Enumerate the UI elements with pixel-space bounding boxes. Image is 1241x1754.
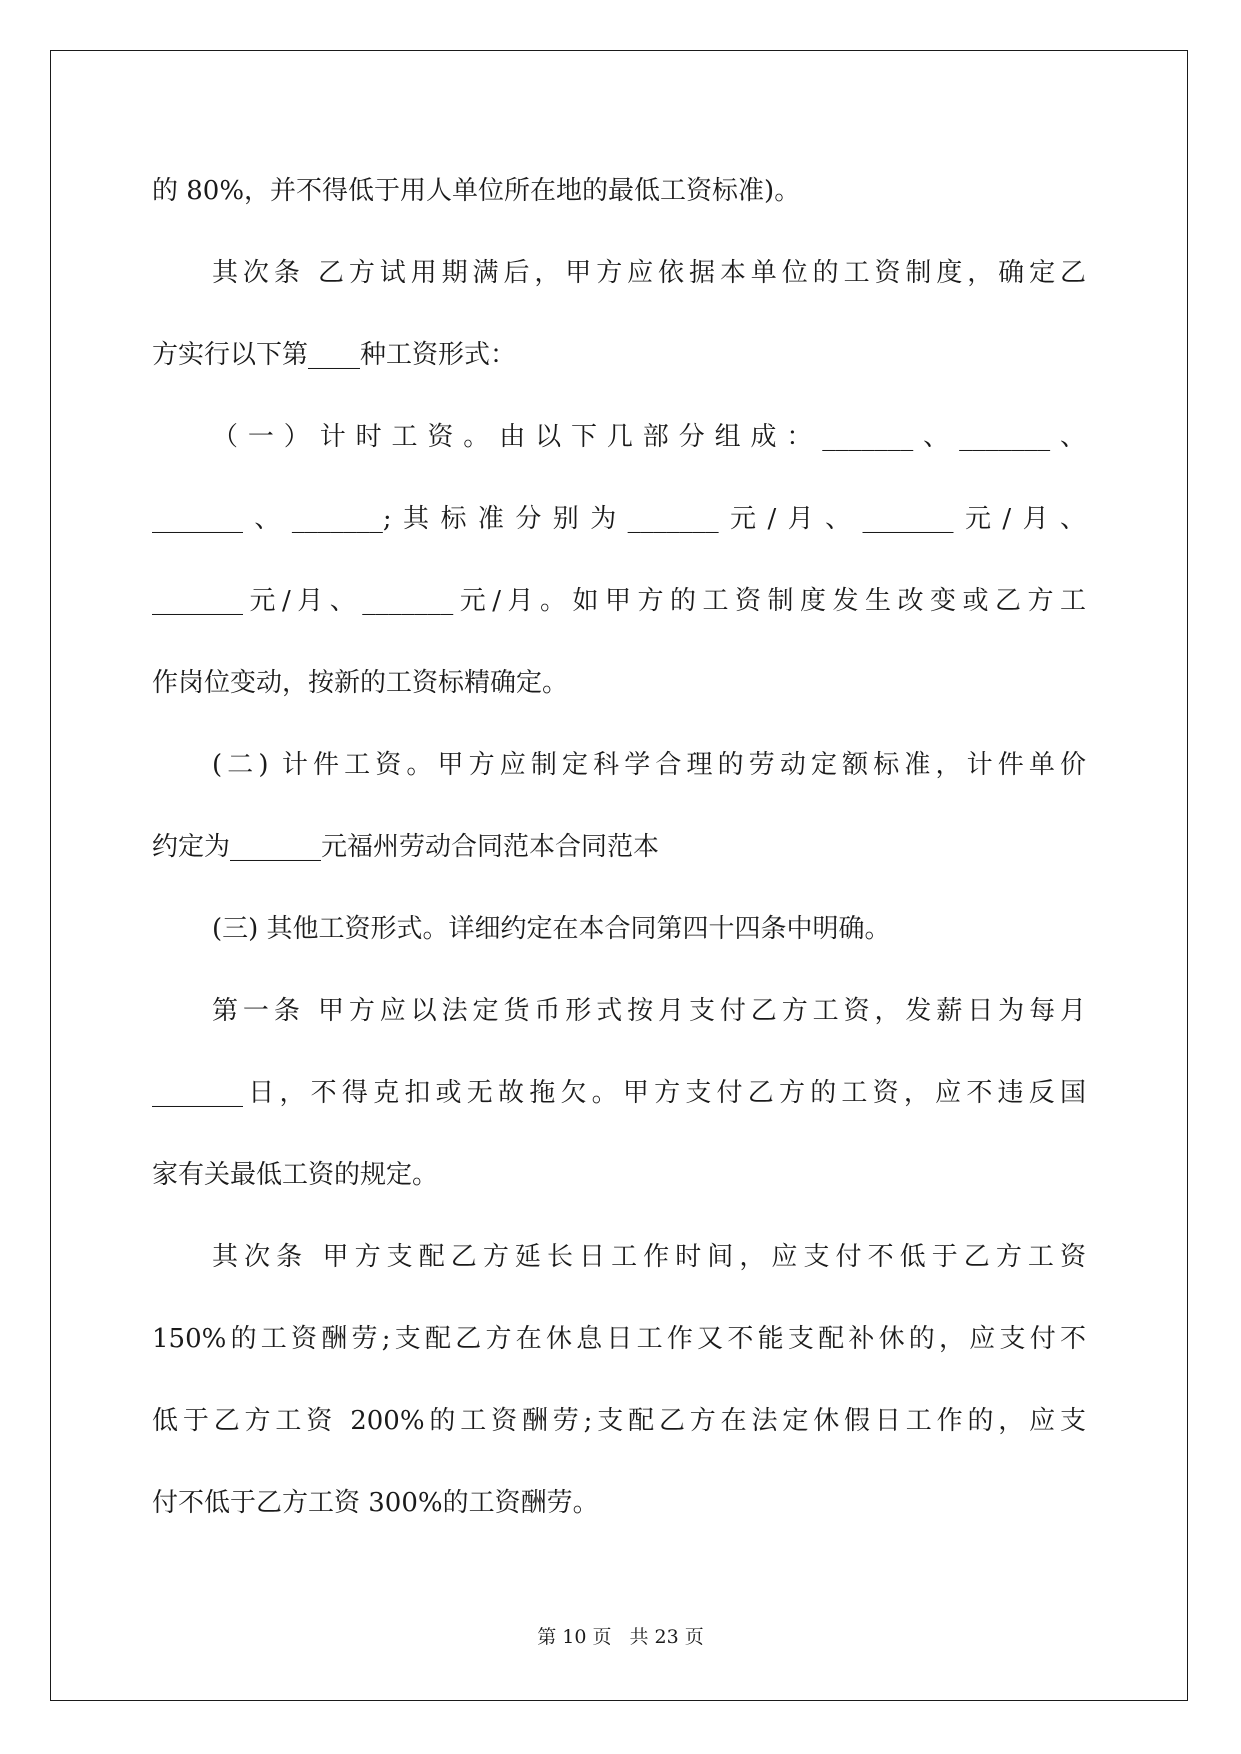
document-body xyxy=(152,168,1086,1562)
text-line: _______日，不得克扣或无故拖欠。甲方支付乙方的工资，应不违反国 xyxy=(152,1078,1086,1108)
text-line: 付不低于乙方工资 300%的工资酬劳。 xyxy=(152,1488,599,1518)
text-line: 家有关最低工资的规定。 xyxy=(152,1160,439,1190)
text-line: 的 80%，并不得低于用人单位所在地的最低工资标准)。 xyxy=(152,176,801,206)
text-line: 方实行以下第____种工资形式： xyxy=(152,340,517,370)
text-line: 低于乙方工资 200%的工资酬劳;支配乙方在法定休假日工作的，应支 xyxy=(152,1406,1086,1436)
text-line: 其次条 乙方试用期满后，甲方应依据本单位的工资制度，确定乙 xyxy=(212,258,1086,288)
page-footer xyxy=(0,1622,1241,1649)
page-total: 共 23 页 xyxy=(629,1626,704,1648)
text-line: 约定为_______元福州劳动合同范本合同范本 xyxy=(152,832,660,862)
text-line: _______元/月、_______元/月。如甲方的工资制度发生改变或乙方工 xyxy=(152,586,1086,616)
text-line: 其次条 甲方支配乙方延长日工作时间，应支付不低于乙方工资 xyxy=(212,1242,1086,1272)
text-line: _______、_______;其标准分别为_______元/月、_______元/月、 xyxy=(152,504,1086,534)
text-line: 150%的工资酬劳;支配乙方在休息日工作又不能支配补休的，应支付不 xyxy=(152,1324,1086,1354)
page-number: 第 10 页 xyxy=(537,1626,612,1648)
text-line: 第一条 甲方应以法定货币形式按月支付乙方工资，发薪日为每月 xyxy=(212,996,1086,1026)
text-line: 作岗位变动，按新的工资标精确定。 xyxy=(152,668,569,698)
text-line: (二) 计件工资。甲方应制定科学合理的劳动定额标准，计件单价 xyxy=(212,750,1086,780)
text-line: （一）计时工资。由以下几部分组成：_______、_______、 xyxy=(212,422,1086,452)
text-line: (三) 其他工资形式。详细约定在本合同第四十四条中明确。 xyxy=(212,914,891,944)
